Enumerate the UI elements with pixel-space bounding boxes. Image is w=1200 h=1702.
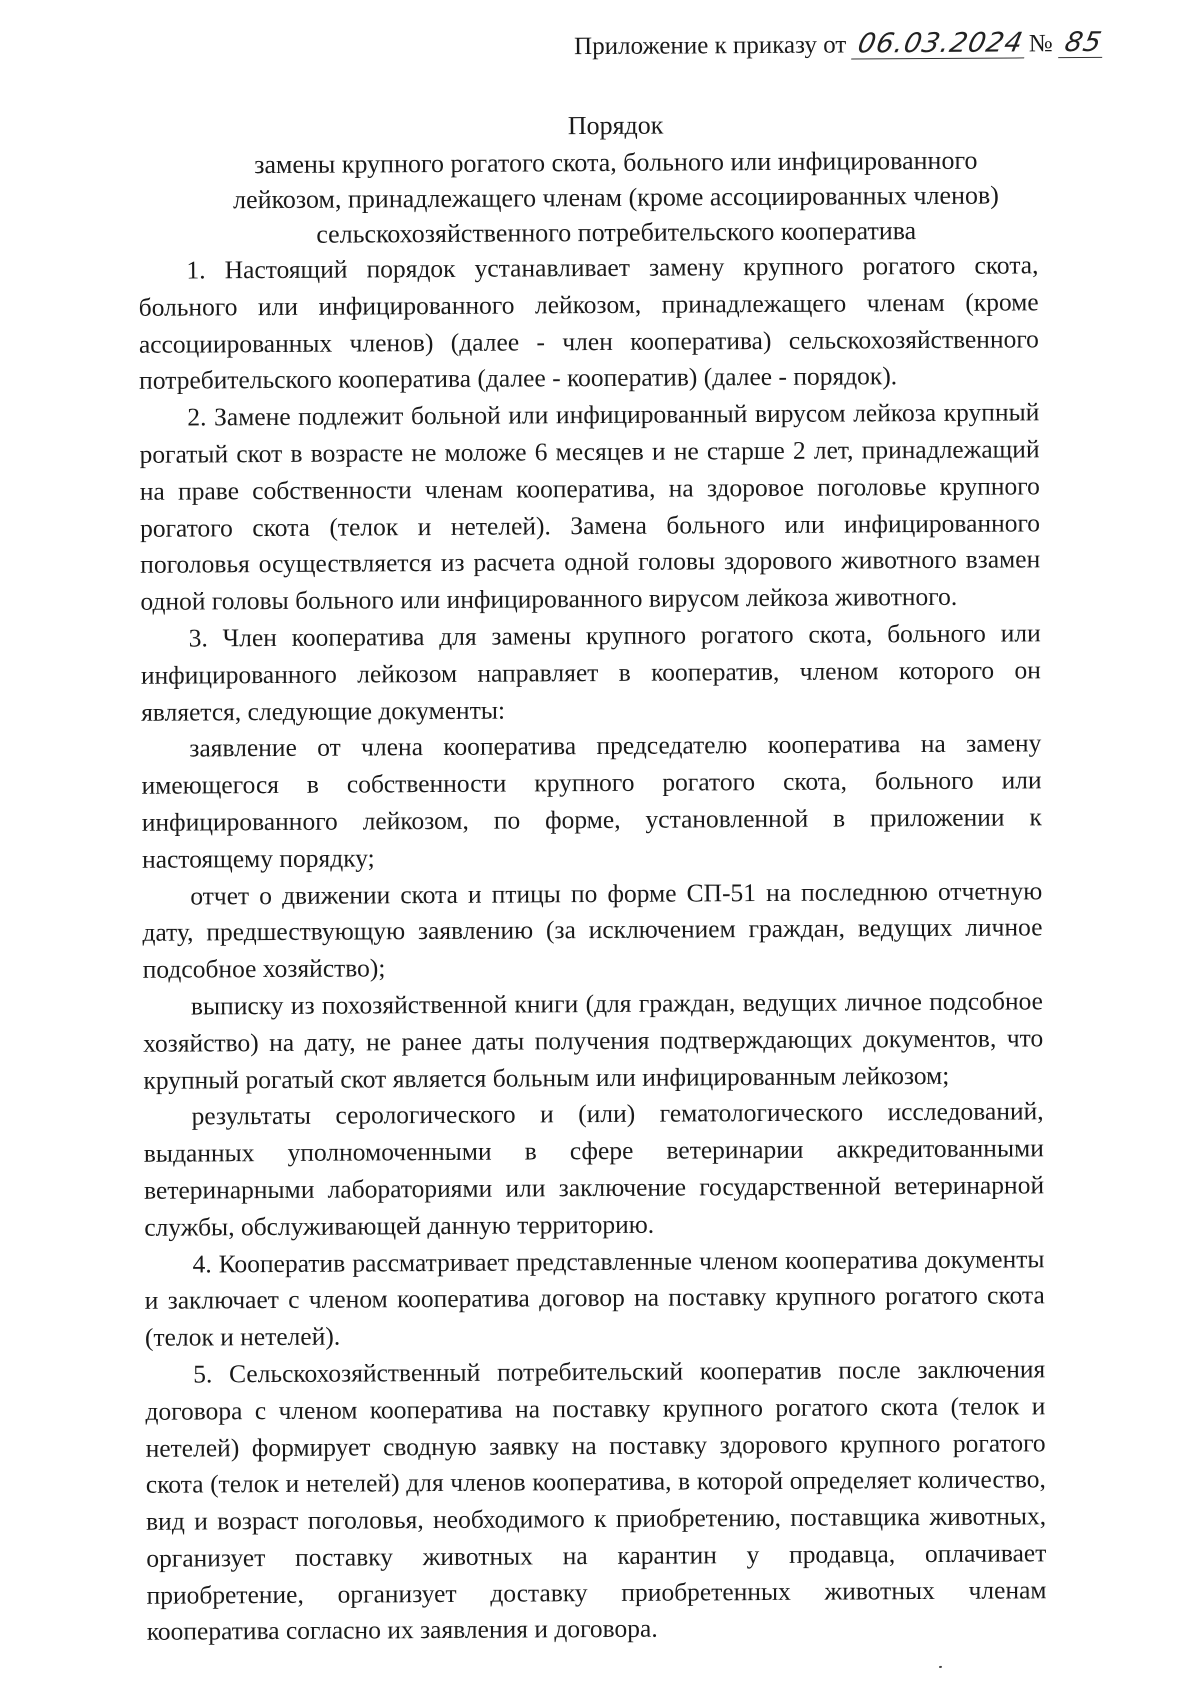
handwritten-date: 06.03.2024	[851, 29, 1030, 59]
title-line-2: лейкозом, принадлежащего членам (кроме ассоциированных членов)	[233, 180, 999, 215]
document-item-application: заявление от члена кооператива председателю кооператива на замену имеющегося в собственности крупного рогатого скота, больного или инфицированного лейкозом, по форме, установленной в приложении к настоящему порядку;	[141, 728, 1042, 874]
title-line-1: замены крупного рогатого скота, больного или инфицированного	[254, 145, 978, 180]
paragraph-2: 2. Замене подлежит больной или инфицированный вирусом лейкоза крупный рогатый скот в возрасте не моложе 6 месяцев и не старше 2 лет, принадлежащий на праве собственности членам кооператива, на здоровое поголовье крупного рогатого скота (телок и нетелей). Замена больного или инфицированного поголовья осуществляется из расчета одной головы здорового животного взамен одной головы больного или инфицированного вирусом лейкоза животного.	[139, 397, 1041, 616]
handwritten-order-number: 85	[1058, 29, 1108, 58]
scan-speck	[939, 1666, 942, 1668]
title-line-3: сельскохозяйственного потребительского кооператива	[316, 216, 917, 249]
document-item-results: результаты серологического и (или) гематологического исследований, выданных уполномоченными в сфере ветеринарии аккредитованными ветеринарными лабораториями или заключение государственной ветеринарной службы, обслуживающей данную территорию.	[143, 1096, 1045, 1242]
paragraph-3: 3. Член кооператива для замены крупного рогатого скота, больного или инфицированного лейкозом направляет в кооператив, членом которого он является, следующие документы:	[140, 618, 1041, 727]
document-item-report: отчет о движении скота и птицы по форме СП-51 на последнюю отчетную дату, предшествующую заявлению (за исключением граждан, ведущих личное подсобное хозяйство);	[142, 875, 1043, 984]
document-body	[138, 247, 1047, 1651]
number-sign: №	[1028, 30, 1053, 58]
order-reference	[574, 26, 1105, 61]
paragraph-4: 4. Кооператив рассматривает представленные членом кооператива документы и заключает с членом кооператива договор на поставку крупного рогатого скота (телок и нетелей).	[144, 1243, 1045, 1352]
document-title	[135, 105, 1096, 253]
order-reference-prefix: Приложение к приказу от	[574, 31, 847, 61]
title-main: Порядок	[567, 110, 664, 141]
document-item-extract: выписку из похозяйственной книги (для граждан, ведущих личное подсобное хозяйство) на дату, не ранее даты получения подтверждающих документов, что крупный рогатый скот является больным или инфицированным лейкозом;	[143, 986, 1044, 1095]
paragraph-1: 1. Настоящий порядок устанавливает замену крупного рогатого скота, больного или инфицированного лейкозом, принадлежащего членам (кроме ассоциированных членов) (далее - член кооператива) сельскохозяйственного потребительского кооператива (далее - кооператив) (далее - порядок).	[138, 250, 1039, 396]
paragraph-5: 5. Сельскохозяйственный потребительский кооператив после заключения договора с членом кооператива на поставку крупного рогатого скота (телок и нетелей) формирует сводную заявку на поставку здорового крупного рогатого скота (телок и нетелей) для членов кооператива, в которой определяет количество, вид и возраст поголовья, необходимого к приобретению, поставщика животных, организует поставку животных на карантин у продавца, оплачивает приобретение, организует доставку приобретенных животных членам кооператива согласно их заявления и договора.	[145, 1354, 1047, 1647]
